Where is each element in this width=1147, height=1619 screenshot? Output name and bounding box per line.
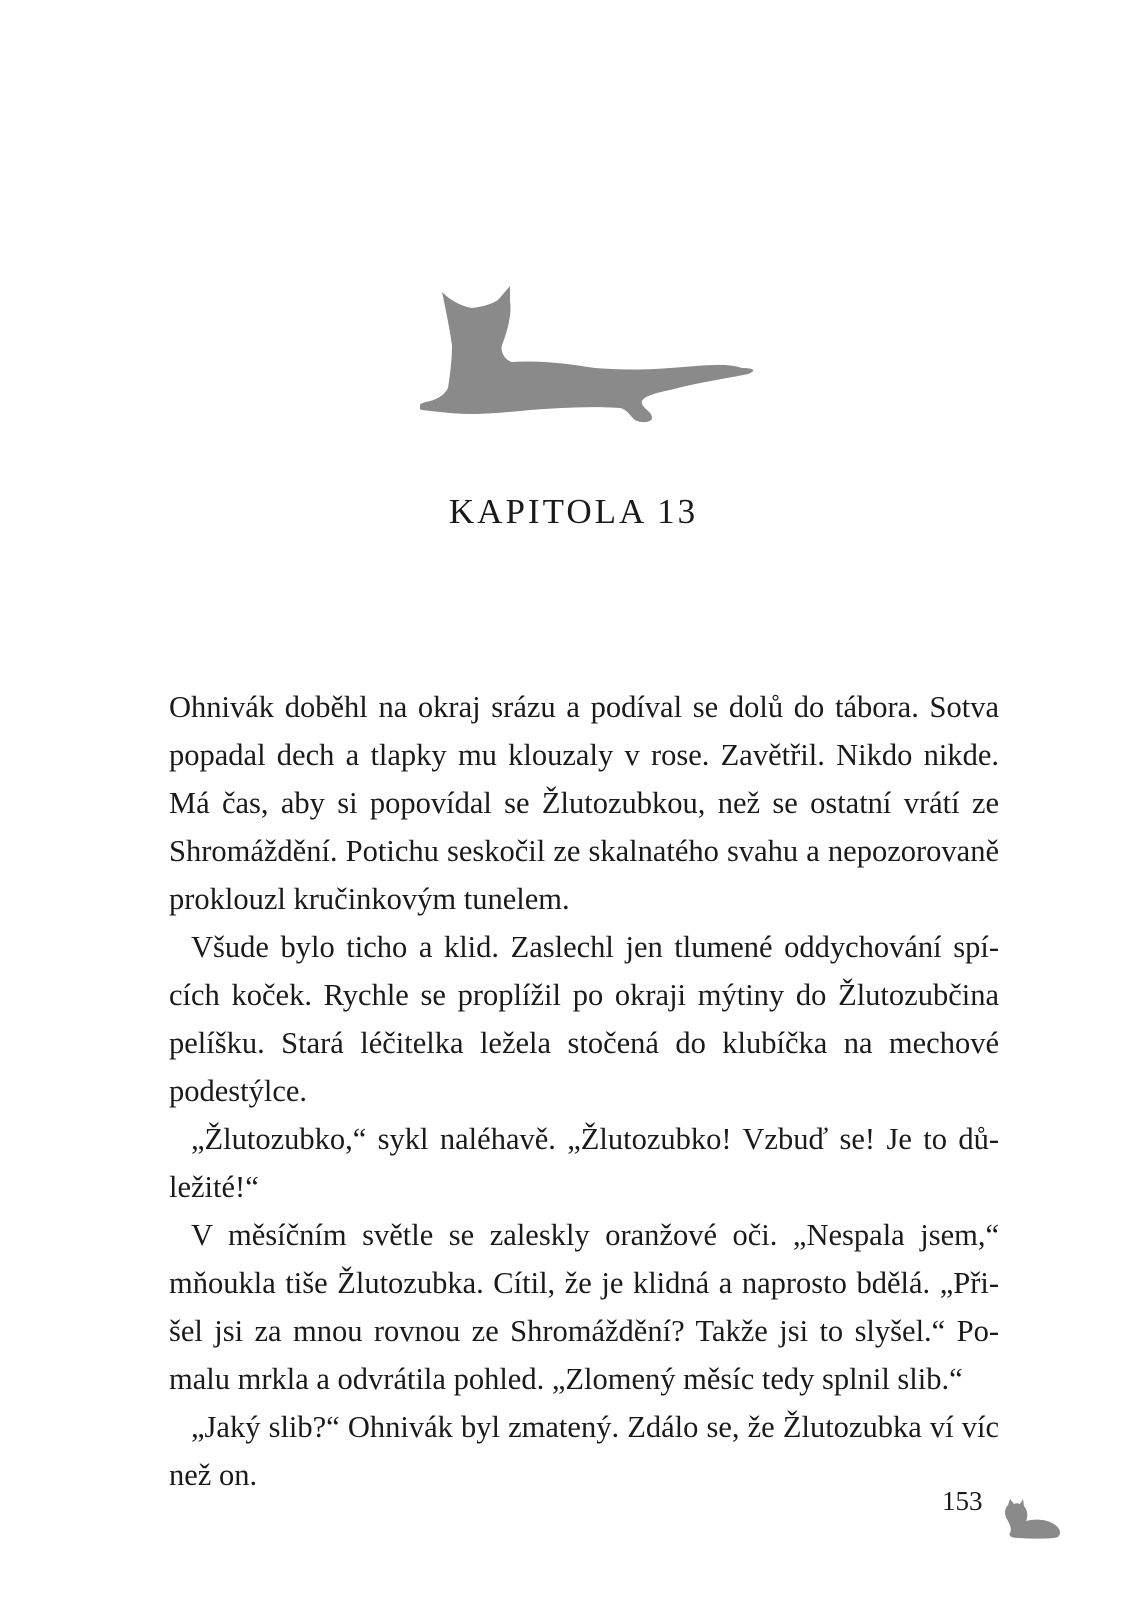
lying-cat-emblem-icon (420, 282, 760, 432)
paragraph-2: Všude bylo ticho a klid. Zaslechl jen tlumené oddychování spících koček. Rychle se proplížil po okraji mýtiny do Žlutozubčina pelíšku. Stará léčitelka ležela stočená do klubíčka na mechové podestýlce. (169, 930, 999, 1108)
page-number: 153 (942, 1486, 983, 1516)
chapter-body-text (169, 683, 999, 1499)
sitting-cat-icon (1004, 1499, 1062, 1539)
paragraph-3: „Žlutozubko,“ sykl naléhavě. „Žlutozubko! Vzbuď se! Je to důležité!“ (169, 1122, 999, 1204)
paragraph-1: Ohnivák doběhl na okraj srázu a podíval se dolů do tábora. Sotva popadal dech a tlapky mu klouzaly v rose. Zavětřil. Nikdo nikde. Má čas, aby si popovídal se Žlutozubkou, než se ostatní vrátí ze Shromáždění. Potichu seskočil ze skalnatého svahu a nepozorovaně proklouzl kručinkovým tunelem. (169, 690, 999, 916)
paragraph-4: V měsíčním světle se zaleskly oranžové oči. „Nespala jsem,“ mňoukla tiše Žlutozubka. Cítil, že je klidná a naprosto bdělá. „Přišel jsi za mnou rovnou ze Shromáždění? Takže jsi to slyšel.“ Pomalu mrkla a odvrátila pohled. „Zlomený měsíc tedy splnil slib.“ (169, 1218, 999, 1396)
paragraph-5: „Jaký slib?“ Ohnivák byl zmatený. Zdálo se, že Žlutozubka ví víc než on. (169, 1410, 999, 1492)
chapter-title: KAPITOLA 13 (448, 492, 699, 531)
